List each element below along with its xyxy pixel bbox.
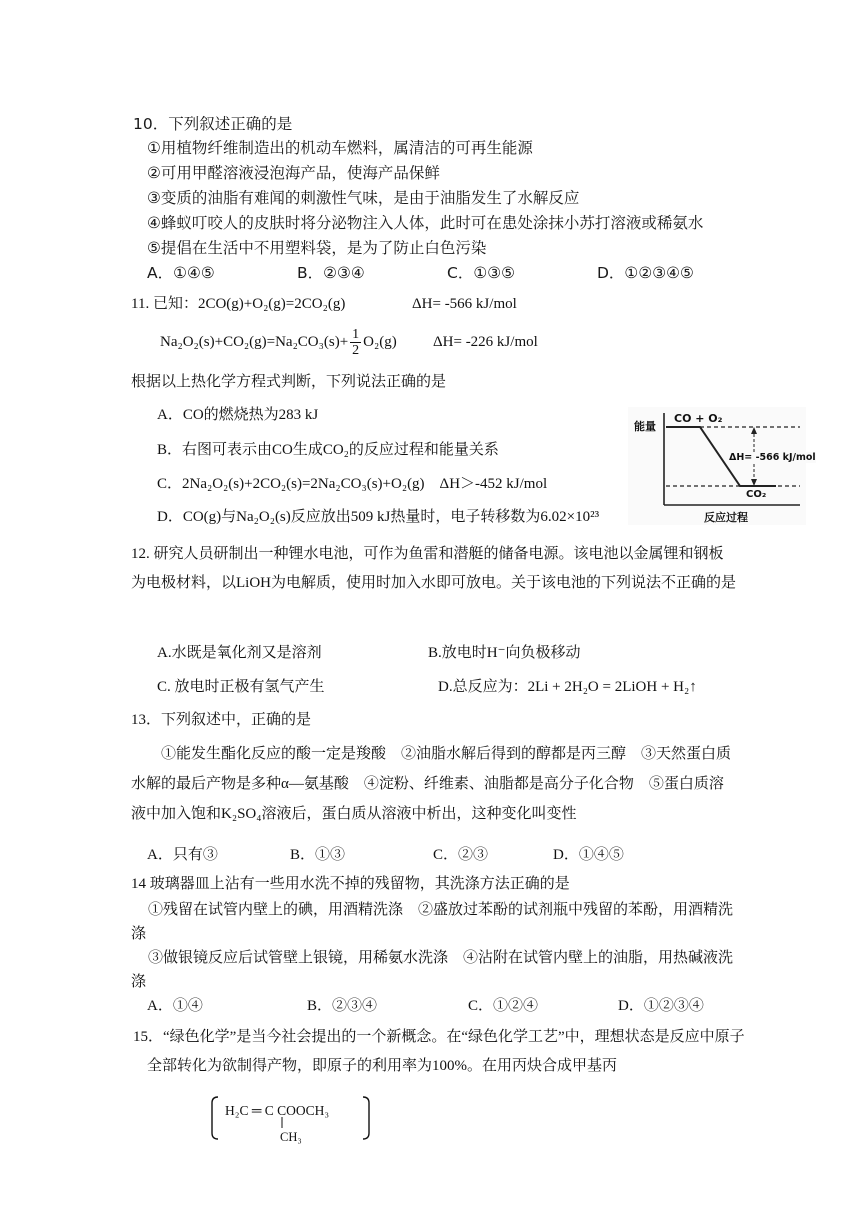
diagram-bottom-label: CO₂: [746, 489, 767, 500]
q10-item-5: ⑤提倡在生活中不用塑料袋，是为了防止白色污染: [147, 239, 487, 257]
q11-eq1: 2CO(g)+O₂(g)=2CO₂(g): [197, 296, 346, 312]
q10-item-3: ③变质的油脂有难闻的刺激性气味，是由于油脂发生了水解反应: [147, 189, 580, 207]
q12-option-c: C. 放电时正极有氢气产生: [157, 679, 325, 695]
q12-option-a: A.水既是氧化剂又是溶剂: [157, 645, 322, 661]
q15-stem: 15．“绿色化学”是当今社会提出的一个新概念。在“绿色化学工艺”中，理想状态是反应中原子全部转化为欲制得产物，即原子的利用率为100%。在用丙炔合成甲基丙: [133, 1029, 745, 1074]
diagram-x-label: 反应过程: [704, 511, 748, 524]
right-bracket: [363, 1097, 369, 1139]
q11-option-d: D．CO(g)与Na₂O₂(s)反应放出509 kJ热量时，电子转移数为6.02×10²³: [157, 509, 600, 525]
q11-eq1-dh: ΔH= -566 kJ/mol: [412, 296, 517, 312]
q11-eq2: [160, 324, 397, 360]
q11-eq2-fraction: [350, 327, 361, 358]
formula-main-chain: H₂C ═ C COOCH₃: [225, 1103, 330, 1118]
diagram-y-label: 能量: [634, 420, 656, 433]
q10-item-1: ①用植物纤维制造出的机动车燃料，属清洁的可再生能源: [147, 139, 533, 157]
q13-stem: 13．下列叙述中，正确的是: [131, 712, 312, 728]
q10-stem: 10．下列叙述正确的是: [133, 115, 293, 133]
q11-option-c: C．2Na₂O₂(s)+2CO₂(s)=2Na₂CO₃(s)+O₂(g) ΔH＞-452 kJ/mol: [157, 476, 548, 492]
q10-option-b: B．②③④: [297, 264, 365, 282]
q12-option-d: D.总反应为：2Li + 2H₂O = 2LiOH + H₂↑: [438, 679, 697, 695]
q12-stem: 12. 研究人员研制出一种锂水电池，可作为鱼雷和潜艇的储备电源。该电池以金属锂和钢板为电极材料，以LiOH为电解质，使用时加入水即可放电。关于该电池的下列说法不正确的是: [131, 546, 736, 591]
q10-option-a: A．①④⑤: [147, 264, 215, 282]
q10-item-2: ②可用甲醛溶液浸泡海产品，使海产品保鲜: [147, 164, 440, 182]
q13-option-a: A．只有③: [147, 847, 218, 863]
q10-option-d: D．①②③④⑤: [597, 264, 694, 282]
q14-body-1: ①残留在试管内壁上的碘，用酒精洗涤 ②盛放过苯酚的试剂瓶中残留的苯酚，用酒精洗涤: [131, 902, 734, 942]
q10-option-c: C．①③⑤: [447, 264, 516, 282]
fraction-numerator: 1: [352, 327, 360, 343]
q14-stem: 14 玻璃器皿上沾有一些用水洗不掉的残留物，其洗涤方法正确的是: [131, 876, 570, 892]
q11-option-a: A．CO的燃烧热为283 kJ: [157, 407, 319, 423]
fraction-denominator: 2: [352, 343, 360, 359]
q14-option-a: A．①④: [147, 998, 203, 1014]
q14-option-d: D．①②③④: [618, 998, 704, 1014]
formula-branch: CH₃: [280, 1130, 302, 1144]
q11-eq2-right: O₂(g): [363, 334, 397, 350]
q14-option-c: C．①②④: [468, 998, 539, 1014]
energy-diagram: [628, 407, 816, 525]
q13-option-c: C．②③: [433, 847, 489, 863]
left-bracket: [212, 1097, 218, 1139]
q14-option-b: B．②③④: [307, 998, 378, 1014]
q13-option-b: B．①③: [290, 847, 346, 863]
q11-eq2-dh: ΔH= -226 kJ/mol: [433, 334, 538, 350]
q11-stem: [131, 294, 345, 314]
q12-option-b: B.放电时H⁻向负极移动: [428, 645, 581, 661]
q11-option-b: B．右图可表示由CO生成CO₂的反应过程和能量关系: [157, 442, 499, 458]
q11-judge: 根据以上热化学方程式判断，下列说法正确的是: [131, 374, 447, 390]
q13-option-d: D．①④⑤: [553, 847, 624, 863]
q10-item-4: ④蜂蚁叮咬人的皮肤时将分泌物注入人体，此时可在患处涂抹小苏打溶液或稀氨水: [147, 214, 704, 232]
q13-body: ①能发生酯化反应的酸一定是羧酸 ②油脂水解后得到的醇都是丙三醇 ③天然蛋白质水解的最后产物是多种α—氨基酸 ④淀粉、纤维素、油脂都是高分子化合物 ⑤蛋白质溶液中加入饱和K₂SO₄溶液后，蛋白质从溶液中析出，这种变化叫变性: [131, 746, 732, 822]
diagram-dh-label: ΔH= -566 kJ/mol: [729, 452, 816, 463]
q11-stem-label: 11. 已知：: [131, 296, 198, 312]
q11-eq2-left: Na₂O₂(s)+CO₂(g)=Na₂CO₃(s)+: [160, 334, 349, 350]
q14-body-2: ③做银镜反应后试管壁上银镜，用稀氨水洗涤 ④沾附在试管内壁上的油脂，用热碱液洗涤: [131, 950, 734, 990]
structural-formula: [208, 1094, 373, 1142]
diagram-top-label: CO + O₂: [674, 412, 723, 425]
